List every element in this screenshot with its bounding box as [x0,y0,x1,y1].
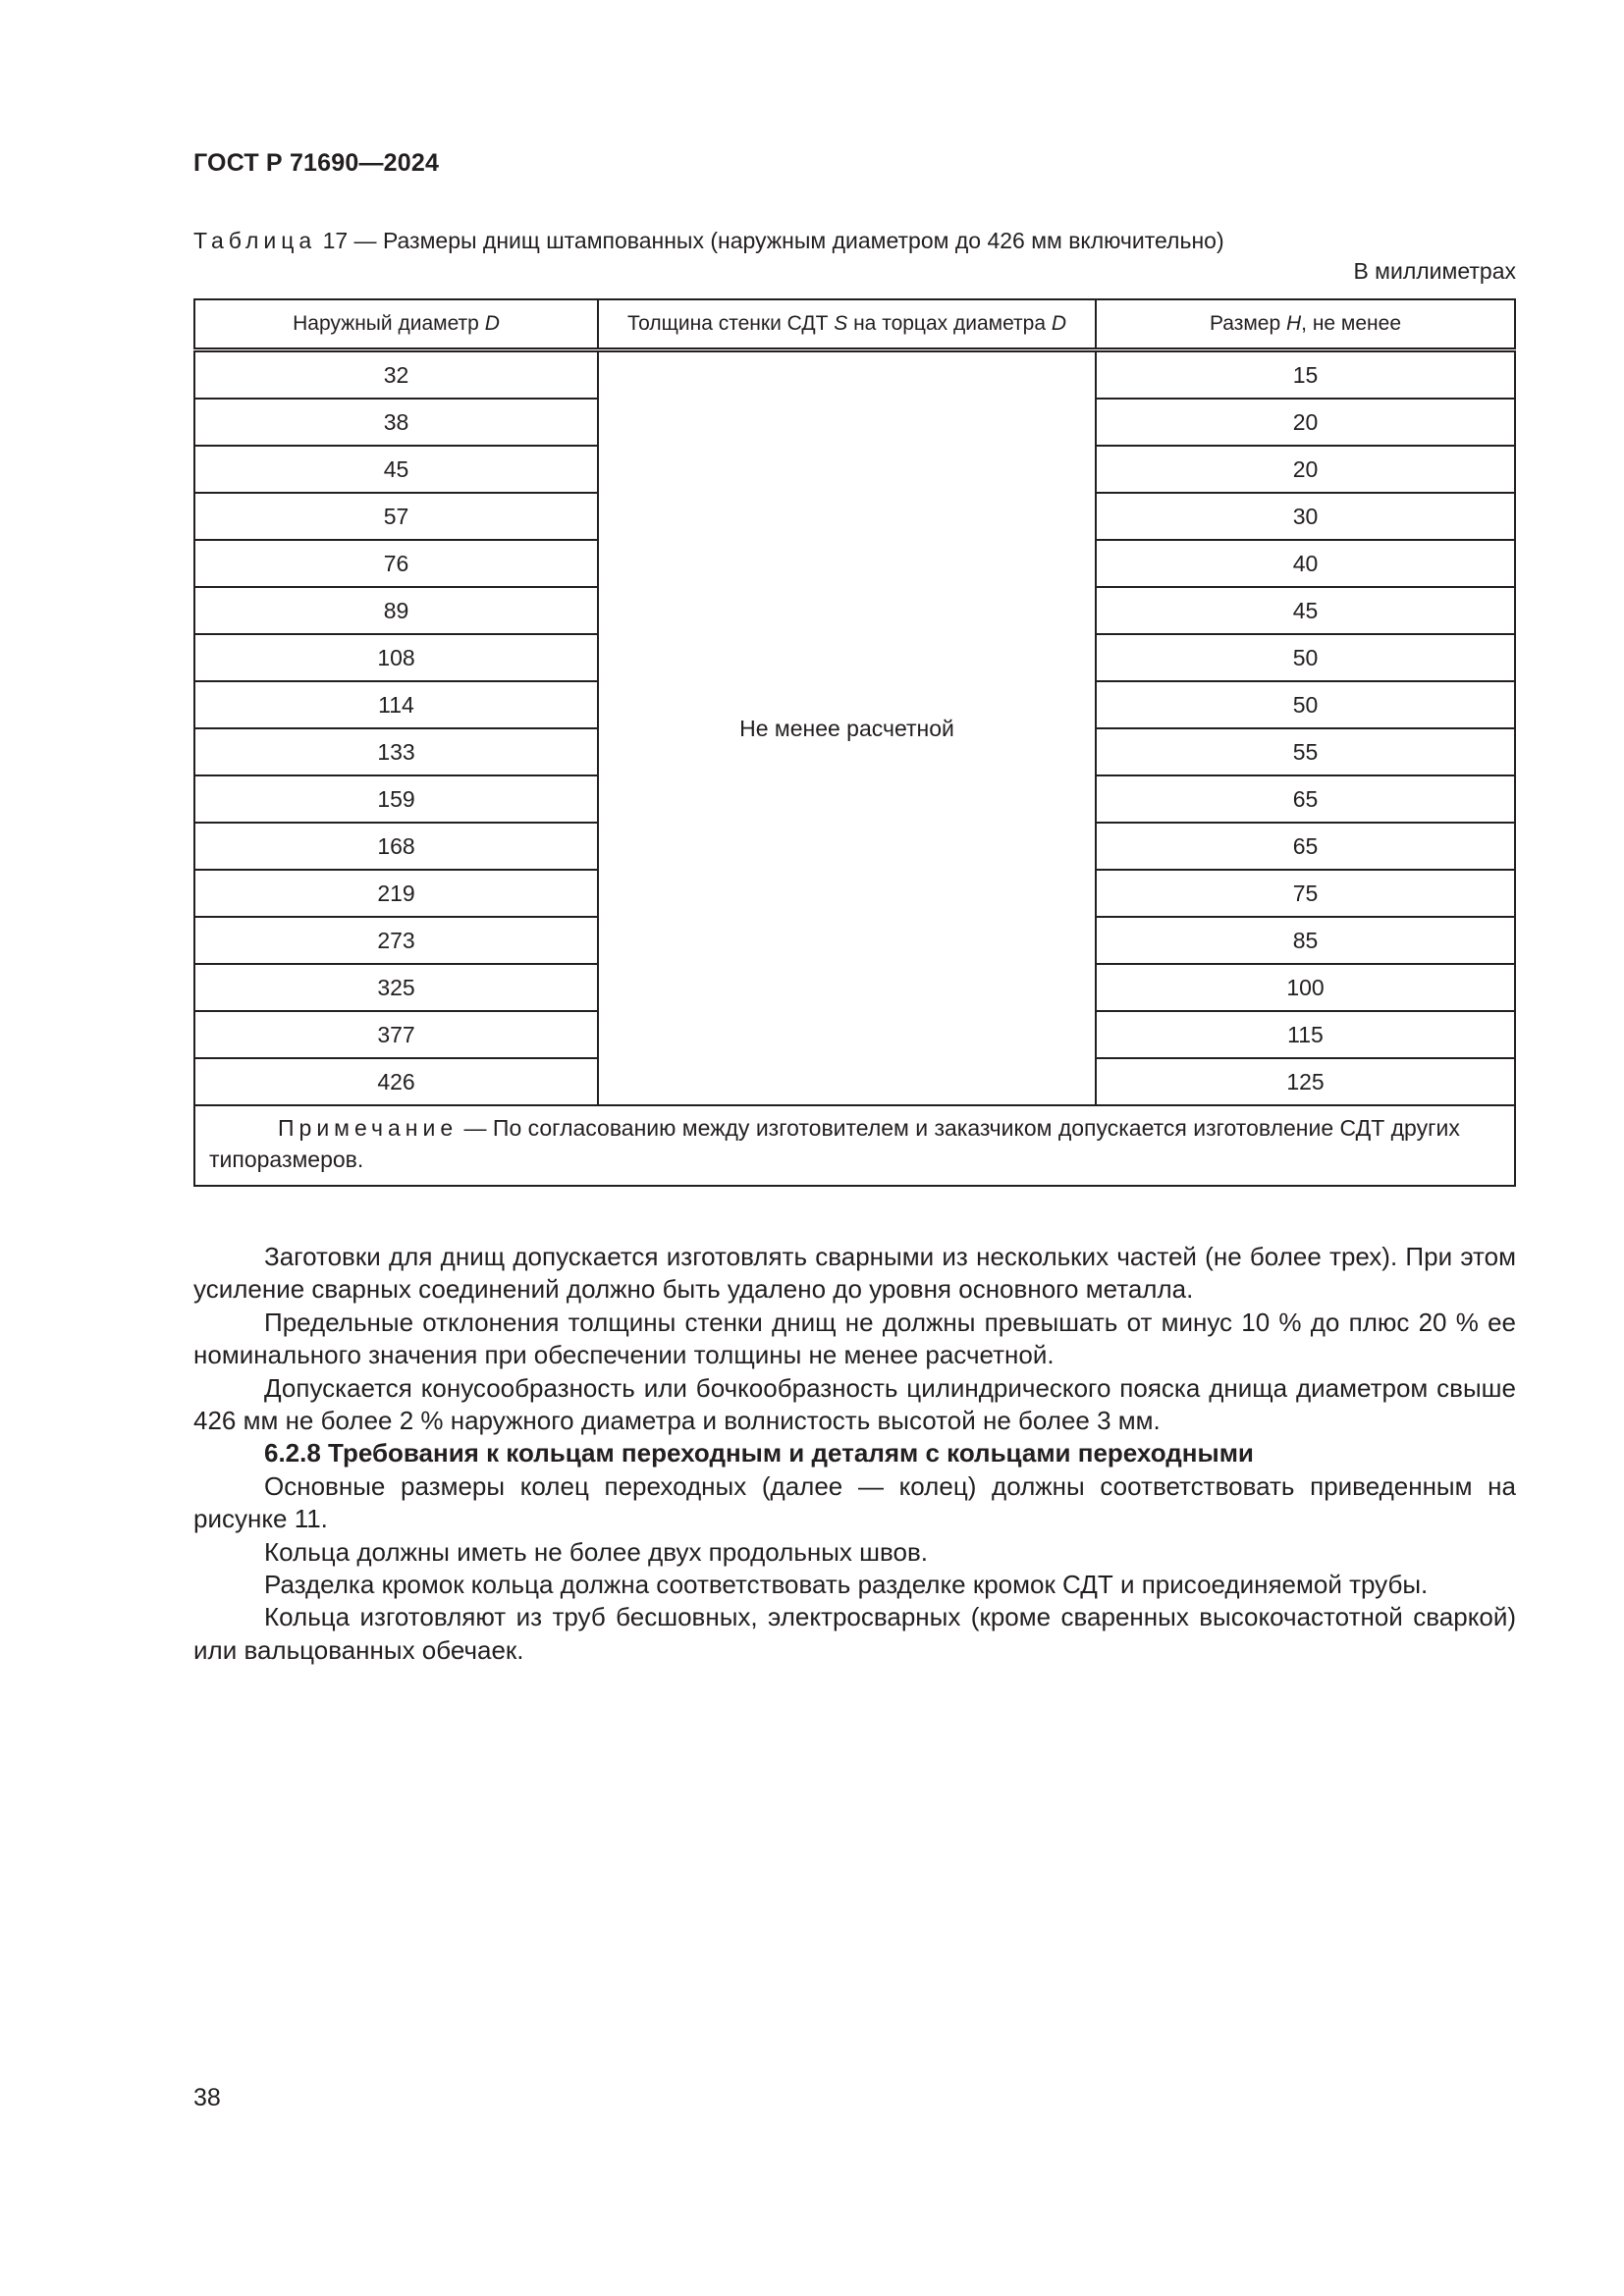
table-body [194,350,1515,1187]
table-note [194,1105,1515,1186]
table-note-row [194,1105,1515,1186]
cell-size-h: 20 [1096,399,1515,446]
cell-size-h: 20 [1096,446,1515,493]
table-caption-label: Таблица [193,228,317,253]
cell-outer-diameter: 133 [194,728,598,775]
cell-size-h: 65 [1096,775,1515,823]
cell-outer-diameter: 219 [194,870,598,917]
header-outer-diameter: Наружный диаметр D [194,299,598,350]
cell-outer-diameter: 377 [194,1011,598,1058]
table-note-text: — По согласованию между изготовителем и заказчиком допускается изготовление СДТ других типоразмеров. [209,1115,1460,1172]
header-size-h: Размер H, не менее [1096,299,1515,350]
dimensions-table [193,298,1516,1187]
cell-size-h: 15 [1096,350,1515,400]
cell-outer-diameter: 159 [194,775,598,823]
table-caption-text: 17 — Размеры днищ штампованных (наружным диаметром до 426 мм включительно) [316,228,1224,253]
cell-size-h: 30 [1096,493,1515,540]
cell-size-h: 50 [1096,681,1515,728]
table-caption [193,228,1224,254]
body-paragraph: Предельные отклонения толщины стенки днищ не должны превышать от минус 10 % до плюс 20 % ее номинального значения при обеспечении толщины не менее расчетной. [193,1307,1516,1370]
cell-outer-diameter: 273 [194,917,598,964]
section-heading: 6.2.8 Требования к кольцам переходным и деталям с кольцами переходными [264,1438,1254,1468]
cell-size-h: 50 [1096,634,1515,681]
dimensions-table-wrapper [193,298,1516,1187]
cell-size-h: 75 [1096,870,1515,917]
body-paragraph: Кольца изготовляют из труб бесшовных, электросварных (кроме сваренных высокочастотной сваркой) или вальцованных обечаек. [193,1602,1516,1665]
cell-outer-diameter: 114 [194,681,598,728]
cell-outer-diameter: 32 [194,350,598,400]
body-paragraph: Кольца должны иметь не более двух продольных швов. [264,1536,929,1567]
cell-size-h: 85 [1096,917,1515,964]
document-code-header: ГОСТ Р 71690—2024 [193,149,440,177]
table-header-row [194,299,1515,350]
cell-outer-diameter: 168 [194,823,598,870]
cell-wall-thickness-merged: Не менее расчетной [598,350,1096,1106]
cell-outer-diameter: 76 [194,540,598,587]
body-paragraph: Разделка кромок кольца должна соответствовать разделке кромок СДТ и присоединяемой трубы. [264,1570,1429,1600]
body-text [193,1241,1516,1667]
cell-size-h: 55 [1096,728,1515,775]
cell-size-h: 125 [1096,1058,1515,1105]
cell-outer-diameter: 38 [194,399,598,446]
cell-size-h: 40 [1096,540,1515,587]
cell-outer-diameter: 57 [194,493,598,540]
cell-outer-diameter: 108 [194,634,598,681]
header-wall-thickness: Толщина стенки СДТ S на торцах диаметра D [598,299,1096,350]
body-paragraph: Заготовки для днищ допускается изготовлять сварными из нескольких частей (не более трех). При этом усиление сварных соединений должно быть удалено до уровня основного металла. [193,1242,1516,1305]
body-paragraph: Допускается конусообразность или бочкообразность цилиндрического пояска днища диаметром свыше 426 мм не более 2 % наружного диаметра и волнистость высотой не более 3 мм. [193,1372,1516,1436]
table-note-label: Примечание [278,1115,459,1141]
table-units: В миллиметрах [1353,258,1516,284]
cell-size-h: 100 [1096,964,1515,1011]
cell-size-h: 45 [1096,587,1515,634]
cell-outer-diameter: 89 [194,587,598,634]
cell-outer-diameter: 426 [194,1058,598,1105]
cell-outer-diameter: 45 [194,446,598,493]
page-number: 38 [193,2084,221,2111]
cell-size-h: 115 [1096,1011,1515,1058]
cell-size-h: 65 [1096,823,1515,870]
cell-outer-diameter: 325 [194,964,598,1011]
table-row [194,350,1515,400]
body-paragraph: Основные размеры колец переходных (далее — колец) должны соответствовать приведенным на рисунке 11. [193,1470,1516,1534]
